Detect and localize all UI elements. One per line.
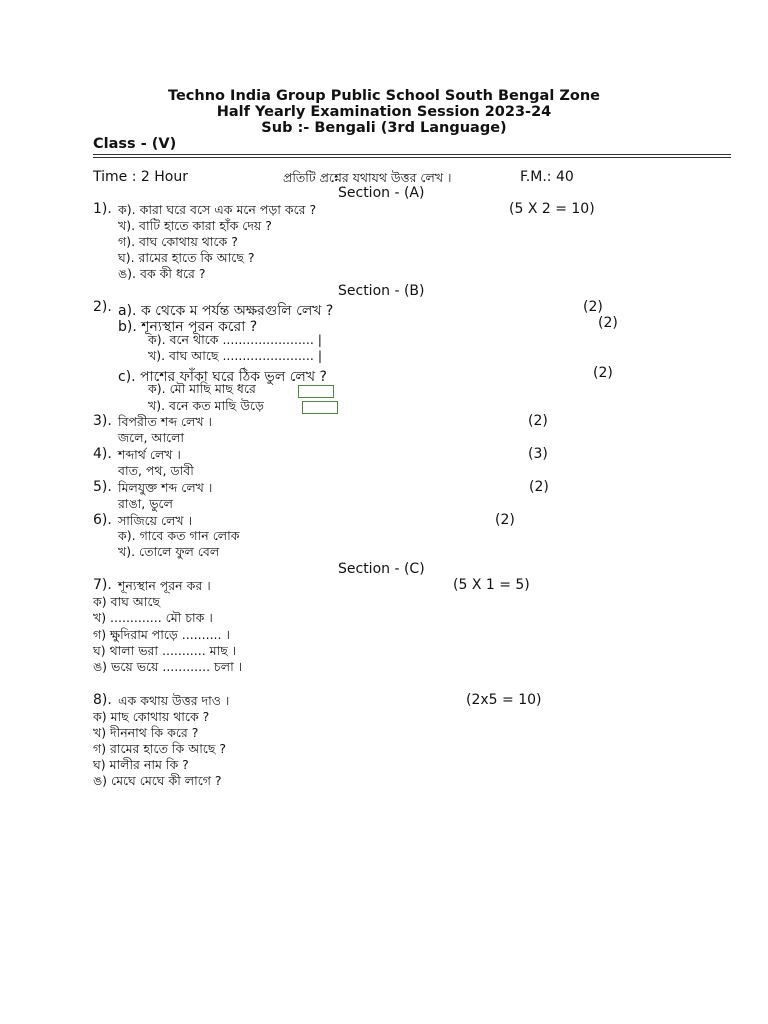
full-marks: F.M.: 40 [520,169,574,185]
q5-marks: (2) [529,479,549,495]
q5-words: রাঙা, ভুলে [118,496,173,511]
q7-item: ক) বাঘ আছে [93,594,161,609]
section-c-title: Section - (C) [338,561,425,577]
q4-words: বাত, পথ, ডাবী [118,463,194,478]
q1-item: গ). বাঘ কোথায় থাকে ? [118,234,238,249]
q3-number: 3). [93,413,112,429]
q2c-item: ক). মৌ মাছি মাছ ধরে [148,381,256,396]
q6-marks: (2) [495,512,515,528]
answer-box[interactable] [298,385,334,398]
q2b-text: b). শূন্যস্থান পূরন করো ? [118,319,258,335]
q7-item: ঘ) থালা ভরা ........... মাছ । [93,643,237,658]
q2-number: 2). [93,299,112,315]
header-rule-bottom [93,157,731,158]
q3-text: বিপরীত শব্দ লেখ । [118,414,213,429]
q6-item: ক). গাবে কত গান লোক [118,528,240,543]
q2b-marks: (2) [598,315,618,331]
class-label: Class - (V) [93,136,177,152]
q3-words: জলে, আলো [118,430,185,445]
q2a-marks: (2) [583,299,603,315]
q8-item: গ) রামের হাতে কি আছে ? [93,741,227,756]
q6-item: খ). তোলে ফুল বেল [118,544,220,559]
q1-item: ঙ). বক কী ধরে ? [118,266,206,281]
q2c-text: c). পাশের ফাঁকা ঘরে ঠিক ভুল লেখ ? [118,369,327,385]
q1-item: ঘ). রামের হাতে কি আছে ? [118,250,255,265]
exam-title: Half Yearly Examination Session 2023-24 [216,104,552,120]
q7-item: খ) ............. মৌ চাক । [93,610,213,625]
school-name: Techno India Group Public School South Bengal Zone [168,88,600,104]
q6-number: 6). [93,512,112,528]
q3-marks: (2) [528,413,548,429]
subject-title: Sub :- Bengali (3rd Language) [261,120,507,136]
q6-text: সাজিয়ে লেখ । [118,513,193,528]
q8-text: এক কথায় উত্তর দাও । [118,693,230,708]
q4-text: শব্দার্থ লেখ । [118,447,181,462]
q2b-item: ক). বনে থাকে ....................... | [148,332,323,347]
q2c-marks: (2) [593,365,613,381]
q8-item: ক) মাছ কোথায় থাকে ? [93,709,210,724]
q8-item: ঘ) মালীর নাম কি ? [93,757,189,772]
q1-item: ক). কারা ঘরে বসে এক মনে পড়া করে ? [118,202,317,217]
q8-item: খ) দীননাথ কি করে ? [93,725,199,740]
q5-text: মিলযুক্ত শব্দ লেখ । [118,480,213,495]
q8-number: 8). [93,692,112,708]
section-b-title: Section - (B) [338,283,425,299]
q4-marks: (3) [528,446,548,462]
section-a-title: Section - (A) [338,185,425,201]
q8-marks: (2x5 = 10) [466,692,542,708]
q7-item: ঙ) ভয়ে ভয়ে ............ চলা । [93,659,243,674]
q5-number: 5). [93,479,112,495]
q2b-item: খ). বাঘ আছে ....................... | [148,348,323,363]
time-label: Time : 2 Hour [93,169,188,185]
q7-text: শূন্যস্থান পূরন কর । [118,578,211,593]
q4-number: 4). [93,446,112,462]
q7-marks: (5 X 1 = 5) [453,577,530,593]
instruction-text: প্রতিটি প্রশ্নের যথাযথ উত্তর লেখ । [283,170,452,185]
q2a-text: a). ক থেকে ম পর্যন্ত অক্ষরগুলি লেখ ? [118,303,334,319]
q8-item: ঙ) মেঘে মেঘে কী লাগে ? [93,773,222,788]
q1-item: খ). বাটি হাতে কারা হাঁক দেয় ? [118,218,272,233]
q1-marks: (5 X 2 = 10) [509,201,595,217]
q2c-item: খ). বনে কত মাছি উড়ে [148,398,264,413]
q7-number: 7). [93,577,112,593]
header-rule-top [93,154,731,155]
answer-box[interactable] [302,401,338,414]
q1-number: 1). [93,201,112,217]
q7-item: গ) ক্ষুদিরাম পাড়ে .......... । [93,627,230,642]
